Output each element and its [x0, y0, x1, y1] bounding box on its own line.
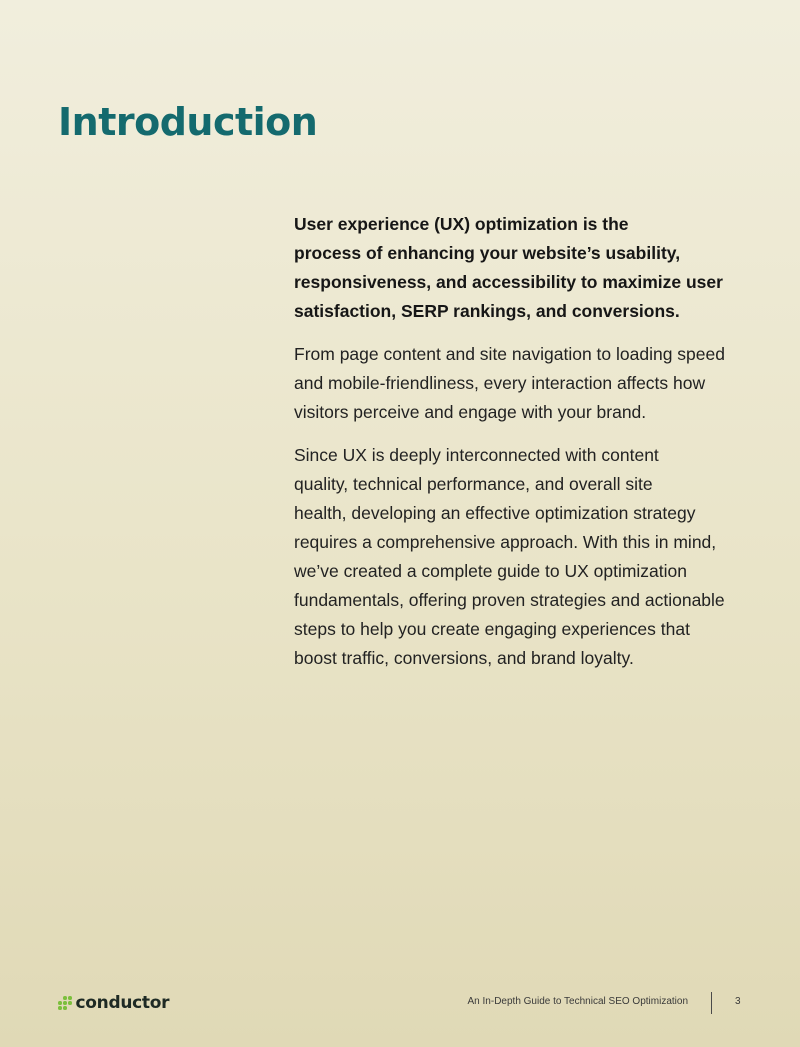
dot-grid-logo-icon	[58, 996, 72, 1010]
footer-caption: An In-Depth Guide to Technical SEO Optimization	[467, 996, 688, 1007]
body-line: visitors perceive and engage with your brand.	[294, 402, 647, 422]
body-line: and mobile-friendliness, every interaction affects how	[294, 373, 706, 393]
lead-line: satisfaction, SERP rankings, and conversions.	[294, 301, 680, 321]
body-line: health, developing an effective optimization strategy	[294, 503, 696, 523]
lead-line: process of enhancing your website’s usability,	[294, 243, 681, 263]
footer-divider	[711, 992, 712, 1014]
body-line: we’ve created a complete guide to UX optimization	[294, 561, 687, 581]
body-line: requires a comprehensive approach. With this in mind,	[294, 532, 717, 552]
body-line: quality, technical performance, and overall site	[294, 474, 653, 494]
lead-line: responsiveness, and accessibility to maximize user	[294, 272, 723, 292]
body-paragraph-1	[294, 340, 754, 427]
page-number: 3	[735, 996, 741, 1007]
lead-line: User experience (UX) optimization is the	[294, 214, 629, 234]
body-line: Since UX is deeply interconnected with content	[294, 445, 659, 465]
main-content	[294, 210, 754, 687]
page-footer	[0, 990, 800, 1016]
body-line: boost traffic, conversions, and brand loyalty.	[294, 648, 634, 668]
body-line: steps to help you create engaging experiences that	[294, 619, 690, 639]
lead-paragraph	[294, 210, 754, 326]
body-line: From page content and site navigation to loading speed	[294, 344, 725, 364]
conductor-logo	[58, 990, 169, 1016]
logo-wordmark: conductor	[75, 993, 170, 1013]
body-line: fundamentals, offering proven strategies and actionable	[294, 590, 725, 610]
page-title: Introduction	[58, 100, 318, 144]
body-paragraph-2	[294, 441, 754, 673]
